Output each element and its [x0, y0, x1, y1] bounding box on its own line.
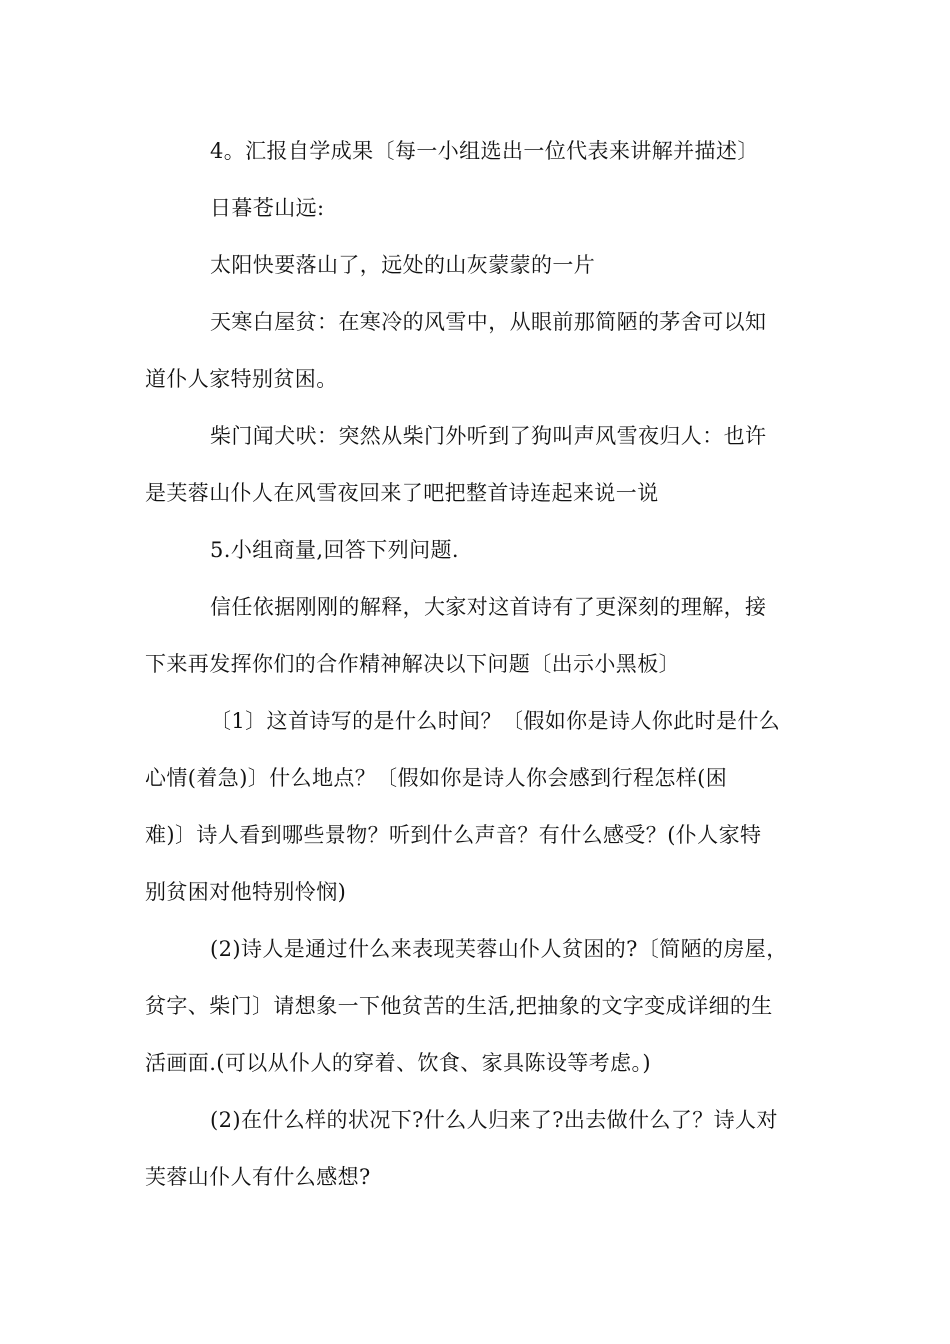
poem-line-1: 日暮苍山远:: [210, 196, 325, 220]
poem-line-3-explanation-cont: 是芙蓉山仆人在风雪夜回来了吧把整首诗连起来说一说: [145, 481, 659, 505]
question-1: 〔1〕这首诗写的是什么时间？〔假如你是诗人你此时是什么: [210, 709, 781, 733]
poem-line-2-explanation-cont: 道仆人家特别贫困。: [145, 367, 338, 391]
question-1-cont-2: 难)〕诗人看到哪些景物？听到什么声音？有什么感受？(仆人家特: [145, 823, 762, 847]
question-3: (2)在什么样的状况下?什么人归来了?出去做什么了？诗人对: [210, 1108, 778, 1132]
poem-line-2-explanation: 天寒白屋贫：在寒冷的风雪中，从眼前那简陋的茅舍可以知: [210, 310, 767, 334]
question-1-cont-3: 别贫困对他特别怜悯): [145, 880, 347, 904]
question-2-cont-1: 贫字、柴门〕请想象一下他贫苦的生活,把抽象的文字变成详细的生: [145, 994, 773, 1018]
step-4-heading: 4。汇报自学成果〔每一小组选出一位代表来讲解并描述〕: [210, 139, 759, 163]
transition-paragraph: 信任依据刚刚的解释，大家对这首诗有了更深刻的理解，接: [210, 595, 767, 619]
poem-line-3-explanation: 柴门闻犬吠：突然从柴门外听到了狗叫声风雪夜归人：也许: [210, 424, 767, 448]
question-3-cont: 芙蓉山仆人有什么感想?: [145, 1165, 371, 1189]
question-2: (2)诗人是通过什么来表现芙蓉山仆人贫困的?〔简陋的房屋，: [210, 937, 788, 961]
transition-paragraph-cont: 下来再发挥你们的合作精神解决以下问题〔出示小黑板〕: [145, 652, 680, 676]
step-5-heading: 5.小组商量,回答下列问题.: [210, 538, 459, 562]
question-2-cont-2: 活画面.(可以从仆人的穿着、饮食、家具陈设等考虑。): [145, 1051, 651, 1075]
question-1-cont-1: 心情(着急)〕什么地点？〔假如你是诗人你会感到行程怎样(困: [145, 766, 728, 790]
poem-line-1-explanation: 太阳快要落山了，远处的山灰蒙蒙的一片: [210, 253, 596, 277]
